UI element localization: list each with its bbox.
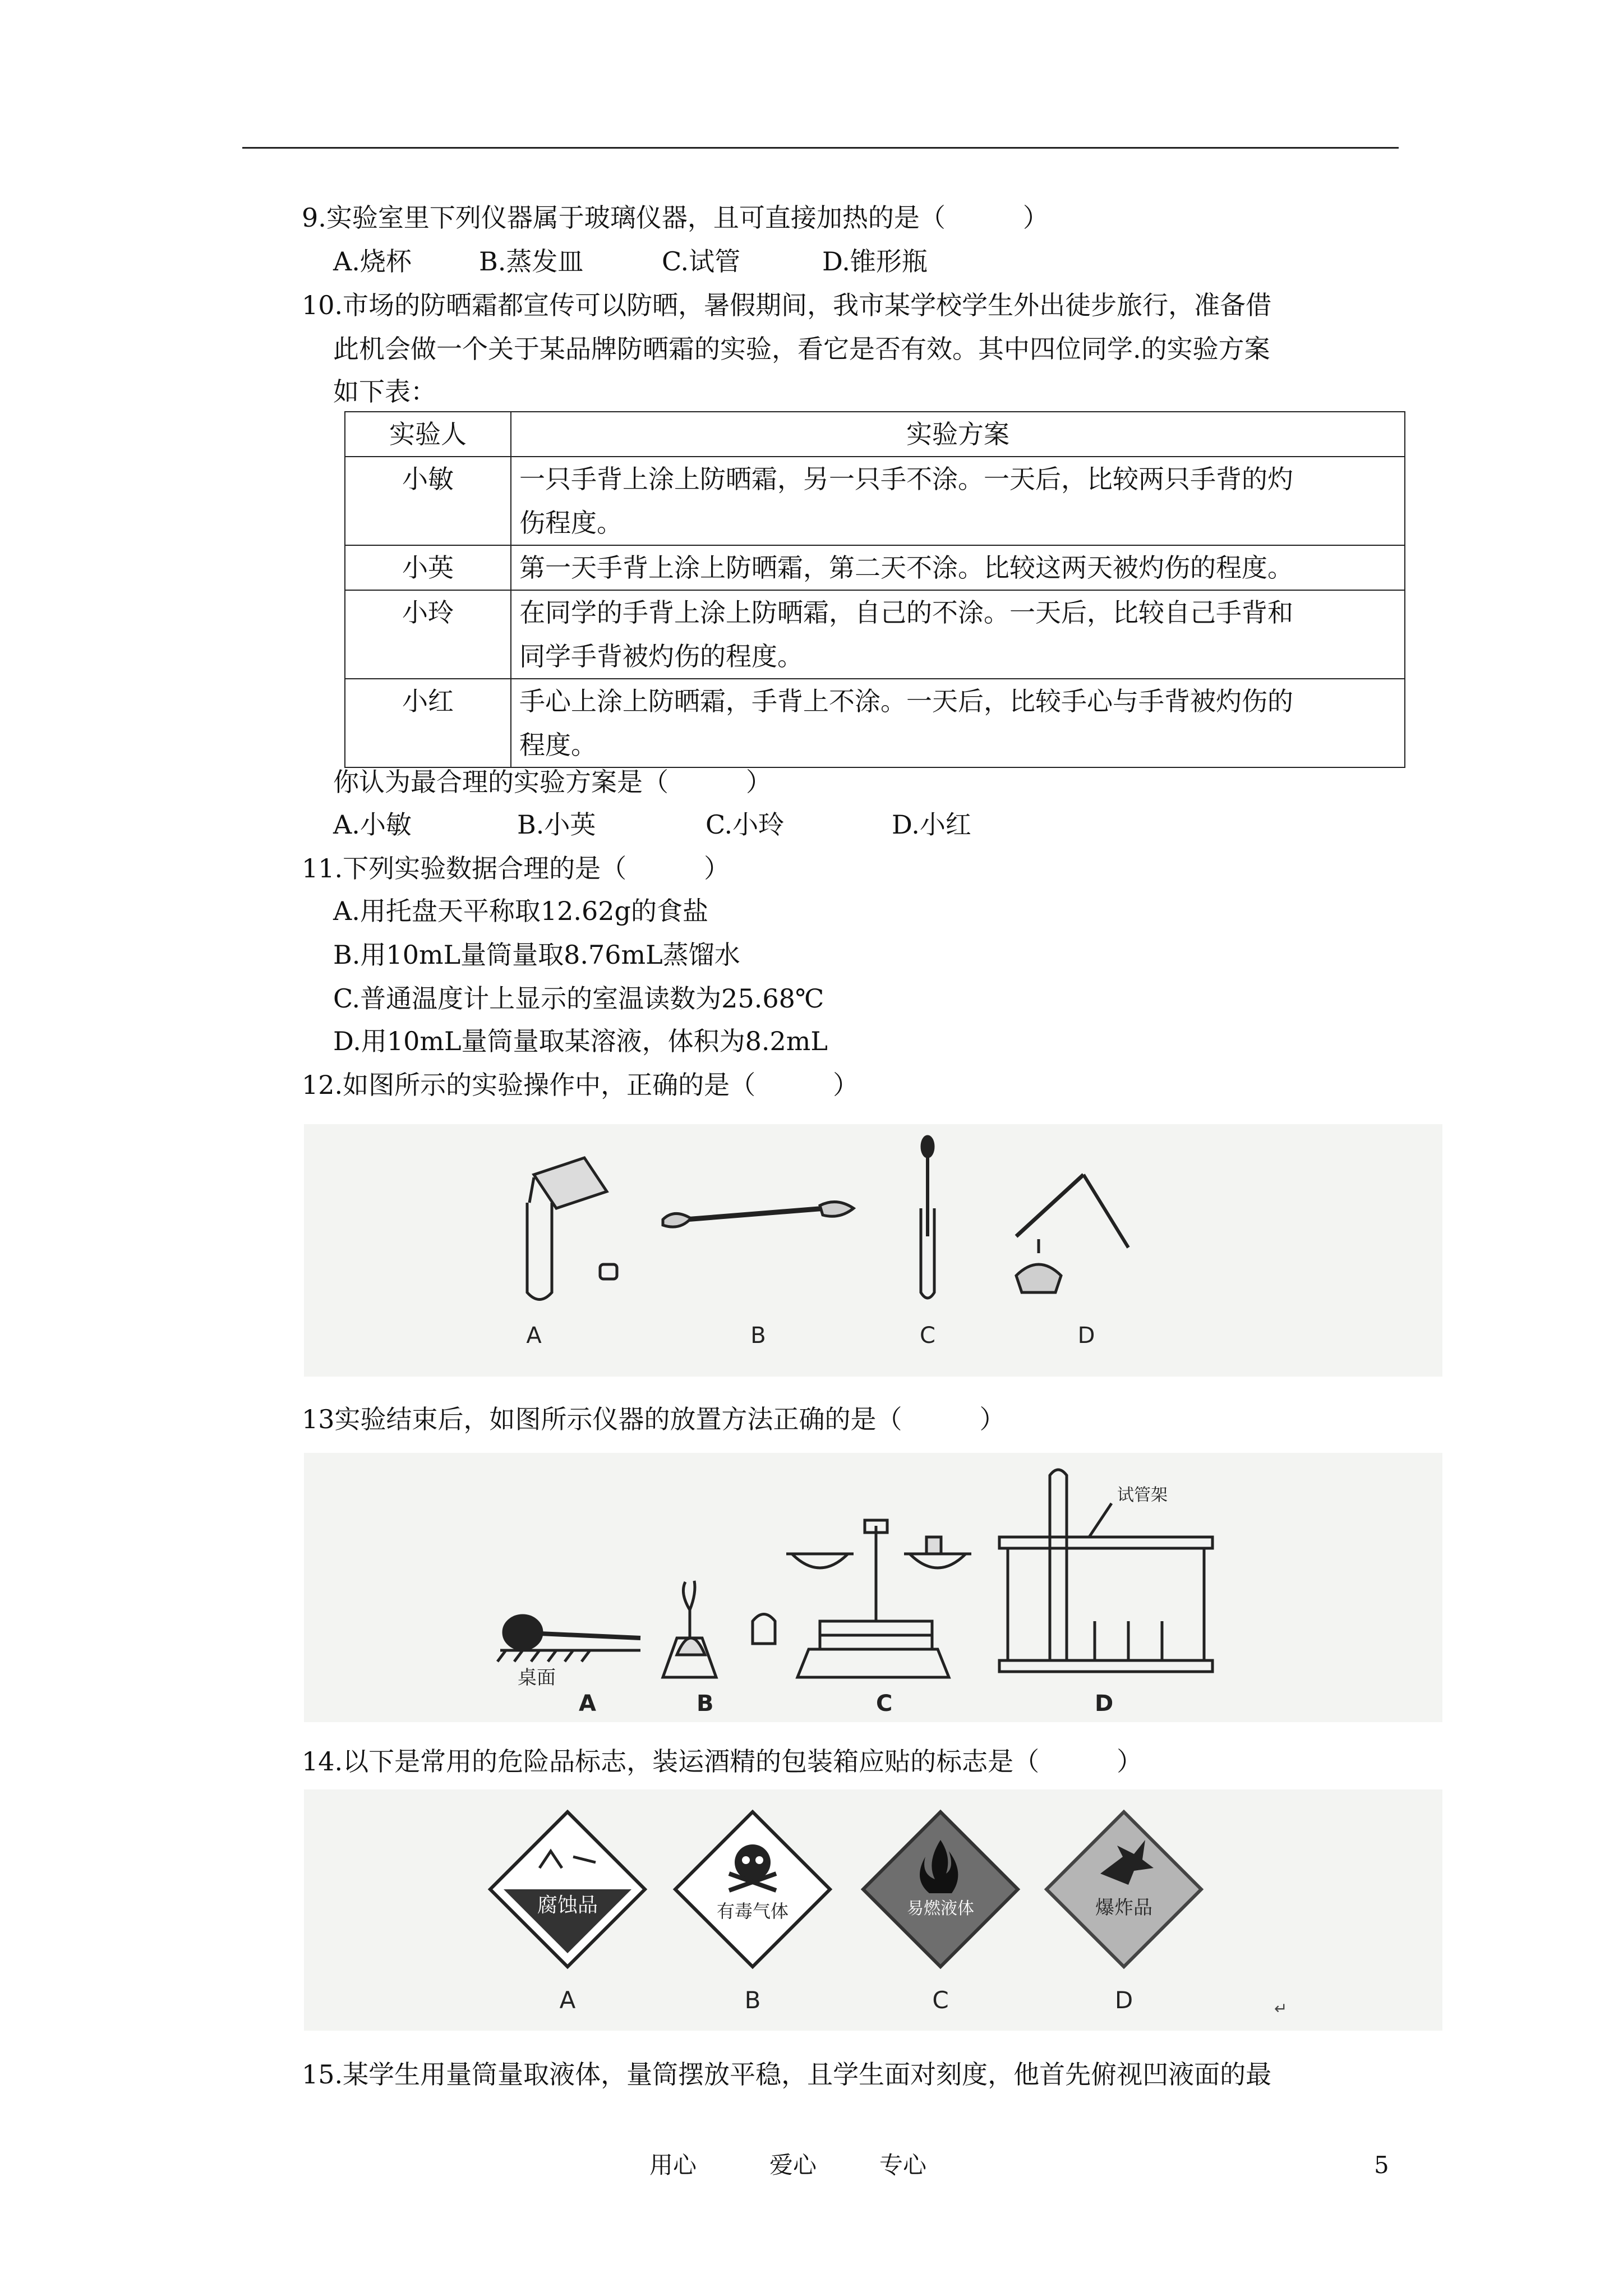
q10-option-a: A.小敏 [333, 809, 412, 840]
tube-shaking-illustration [663, 1202, 854, 1227]
plan-text-line: 手心上涂上防晒霜，手背上不涂。一天后，比较手心与手背被灼伤的 [519, 686, 1293, 716]
plan-text-line: 一只手背上涂上防晒霜，另一只手不涂。一天后，比较两只手背的灼 [519, 464, 1293, 494]
q11-option-a: A.用托盘天平称取12.62g的食盐 [333, 896, 708, 926]
table-cell-plan [511, 457, 1405, 545]
footer-item-2: 爱心 [769, 2151, 817, 2179]
q9-option-d: D.锥形瓶 [822, 246, 928, 277]
q9-option-b: B.蒸发皿 [479, 246, 584, 277]
toxic-gas-sign [675, 1812, 830, 1967]
q13-label-d: D [1095, 1691, 1114, 1717]
q10-stem-line-1: 10.市场的防晒霜都宣传可以防晒，暑假期间，我市某学校学生外出徒步旅行，准备借 [302, 290, 1272, 320]
dropper-illustration [921, 1137, 934, 1298]
q11-option-b: B.用10mL量筒量取8.76mL蒸馏水 [333, 940, 740, 970]
header-rule [242, 147, 1399, 149]
q10-stem-line-2: 此机会做一个关于某品牌防晒霜的实验，看它是否有效。其中四位同学.的实验方案 [333, 334, 1270, 364]
sign-c-text: 易燃液体 [907, 1899, 974, 1918]
q11-option-c: C.普通温度计上显示的室温读数为25.68℃ [333, 983, 824, 1014]
q12-label-a: A [526, 1323, 542, 1349]
q14-label-b: B [744, 1986, 761, 2014]
alcohol-lamp-illustration [663, 1581, 775, 1677]
plan-text-line: 同学手背被灼伤的程度。 [519, 641, 803, 671]
q12-label-c: C [920, 1323, 935, 1349]
q13-label-a: A [579, 1691, 596, 1717]
q10-option-c: C.小玲 [706, 809, 785, 840]
experiment-plan-table [344, 411, 1405, 768]
table-cell-plan [511, 590, 1405, 679]
desk-caption: 桌面 [518, 1667, 556, 1689]
q9-stem: 9.实验室里下列仪器属于玻璃仪器，且可直接加热的是（ ） [302, 203, 1049, 233]
q12-stem: 12.如图所示的实验操作中，正确的是（ ） [302, 1070, 859, 1100]
table-row [345, 679, 1405, 767]
table-row [345, 590, 1405, 679]
q12-figure [304, 1124, 1442, 1377]
q9-option-c: C.试管 [662, 246, 741, 277]
q10-stem-line-3: 如下表： [333, 376, 436, 407]
q14-label-c: C [932, 1986, 949, 2014]
q13-figure [304, 1453, 1442, 1722]
q10-option-b: B.小英 [517, 809, 596, 840]
q14-figure [304, 1789, 1442, 2031]
q13-label-b: B [697, 1691, 714, 1717]
heating-tube-illustration [1016, 1175, 1128, 1292]
table-cell-person: 小敏 [345, 457, 511, 545]
q11-stem: 11.下列实验数据合理的是（ ） [302, 853, 730, 884]
pour-liquid-illustration [527, 1158, 617, 1300]
flammable-liquid-sign [863, 1812, 1018, 1967]
table-cell-plan [511, 545, 1405, 590]
q12-label-b: B [750, 1323, 766, 1349]
plan-text-line: 第一天手背上涂上防晒霜，第二天不涂。比较这两天被灼伤的程度。 [519, 553, 1293, 583]
table-cell-person: 小玲 [345, 590, 511, 679]
plan-text-line: 在同学的手背上涂上防晒霜，自己的不涂。一天后，比较自己手背和 [519, 597, 1293, 628]
balance-illustration [786, 1520, 971, 1677]
table-header-person: 实验人 [345, 412, 511, 457]
q14-stem: 14.以下是常用的危险品标志，装运酒精的包装箱应贴的标志是（ ） [302, 1746, 1143, 1777]
return-mark: ↵ [1274, 1999, 1288, 2018]
rack-caption: 试管架 [1117, 1485, 1168, 1505]
q14-label-d: D [1114, 1986, 1133, 2014]
explosive-sign [1046, 1812, 1201, 1967]
plan-text-line: 伤程度。 [519, 508, 623, 538]
table-cell-person: 小红 [345, 679, 511, 767]
corrosive-sign [490, 1812, 645, 1967]
dropper-on-desk-illustration [497, 1616, 640, 1662]
q13-stem: 13实验结束后，如图所示仪器的放置方法正确的是（ ） [302, 1404, 1006, 1434]
q14-label-a: A [559, 1986, 576, 2014]
table-header-plan: 实验方案 [511, 412, 1405, 457]
table-cell-person: 小英 [345, 545, 511, 590]
q10-question: 你认为最合理的实验方案是（ ） [333, 767, 772, 797]
q9-option-a: A.烧杯 [333, 246, 412, 277]
page-number: 5 [1374, 2151, 1389, 2179]
footer-item-3: 专心 [879, 2151, 927, 2179]
footer-item-1: 用心 [649, 2151, 697, 2179]
sign-d-text: 爆炸品 [1095, 1897, 1152, 1919]
table-row [345, 457, 1405, 545]
table-header-row [345, 412, 1405, 457]
q13-label-c: C [876, 1691, 893, 1717]
sign-a-text: 腐蚀品 [537, 1894, 598, 1917]
sign-b-text: 有毒气体 [716, 1901, 789, 1922]
plan-text-line: 程度。 [519, 730, 597, 760]
table-cell-plan [511, 679, 1405, 767]
table-row [345, 545, 1405, 590]
q12-label-d: D [1077, 1323, 1095, 1349]
q10-option-d: D.小红 [892, 809, 971, 840]
q11-option-d: D.用10mL量筒量取某溶液，体积为8.2mL [333, 1026, 828, 1056]
q15-stem: 15.某学生用量筒量取液体，量筒摆放平稳，且学生面对刻度，他首先俯视凹液面的最 [302, 2059, 1272, 2090]
test-tube-rack-illustration [999, 1470, 1212, 1672]
